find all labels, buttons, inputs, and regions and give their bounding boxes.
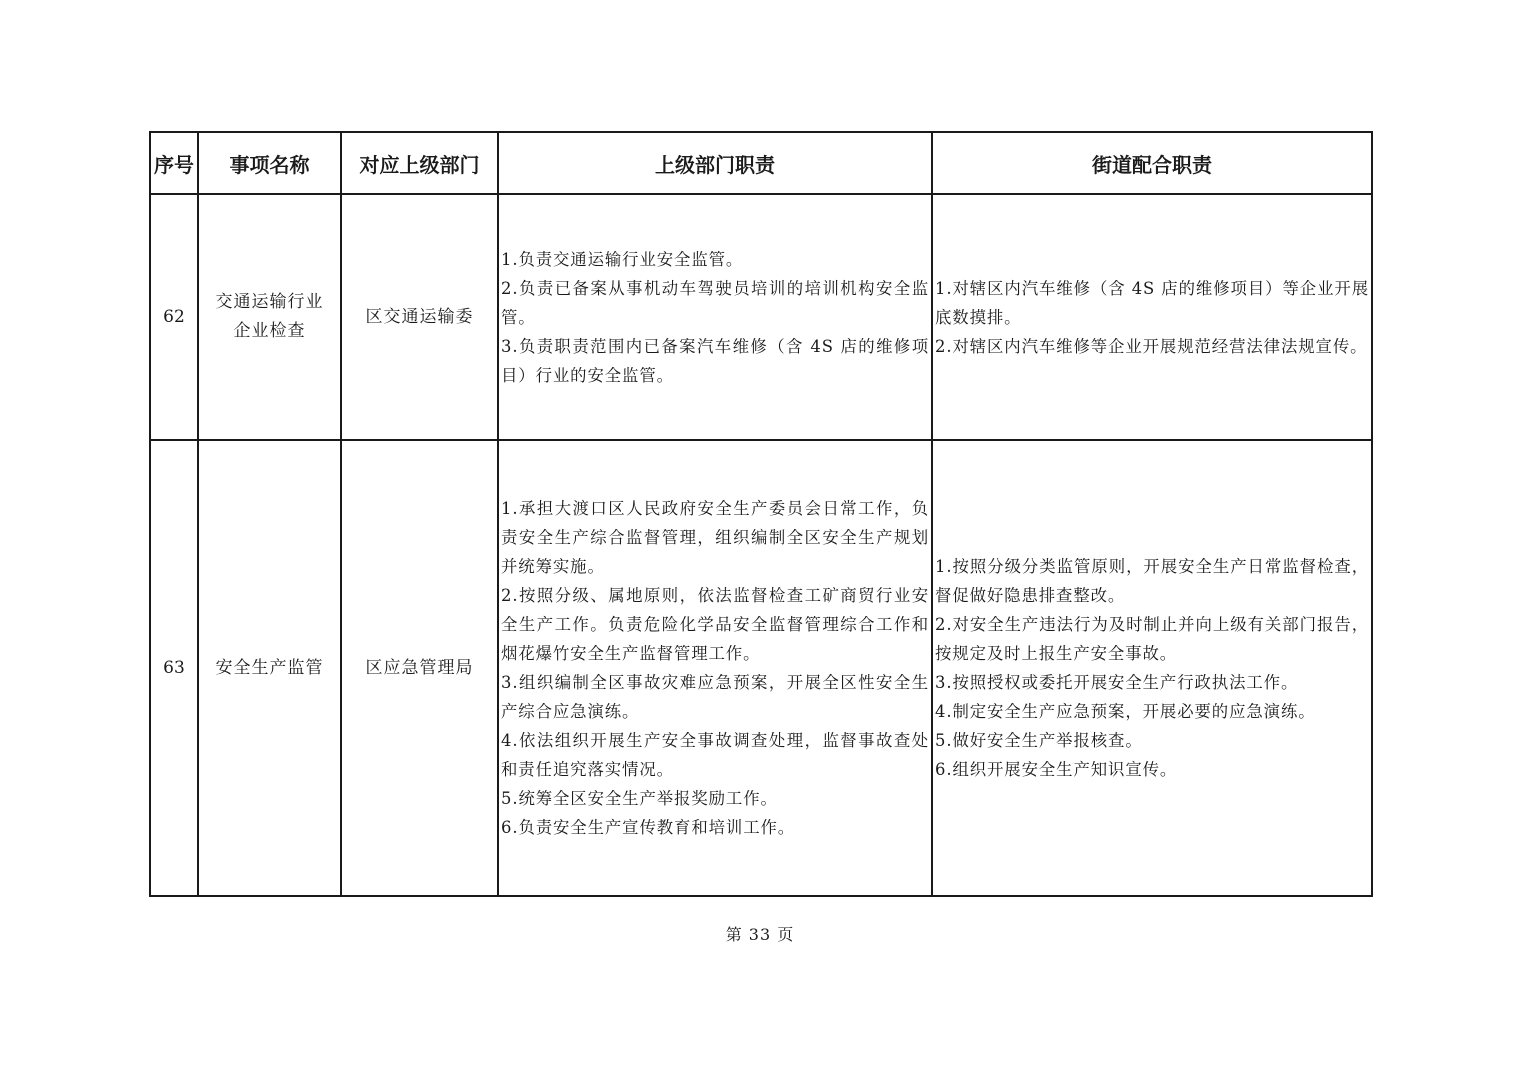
page-number: 第 33 页 [725, 925, 795, 944]
list-item: 3.组织编制全区事故灾难应急预案，开展全区性安全生产综合应急演练。 [501, 673, 929, 721]
list-item: 5.做好安全生产举报核查。 [935, 731, 1143, 750]
list-item: 1.按照分级分类监管原则，开展安全生产日常监督检查，督促做好隐患排查整改。 [935, 557, 1369, 605]
row-street-duties [932, 440, 1372, 896]
list-item: 2.对辖区内汽车维修等企业开展规范经营法律法规宣传。 [935, 336, 1368, 356]
list-item: 6.负责安全生产宣传教育和培训工作。 [501, 818, 796, 837]
list-item: 1.对辖区内汽车维修（含 4S 店的维修项目）等企业开展底数摸排。 [935, 278, 1369, 327]
list-item: 4.依法组织开展生产安全事故调查处理，监督事故查处和责任追究落实情况。 [501, 731, 929, 779]
row-item-name [198, 194, 341, 440]
row-item-name-text: 交通运输行业企业检查 [215, 292, 324, 341]
row-street-duties [932, 194, 1372, 440]
list-item: 1.负责交通运输行业安全监管。 [501, 249, 744, 269]
table-row [150, 440, 1372, 896]
list-item: 2.负责已备案从事机动车驾驶员培训的培训机构安全监管。 [501, 278, 929, 327]
row-seq: 62 [150, 194, 198, 440]
row-item-name [198, 440, 341, 896]
row-item-name-text: 安全生产监管 [215, 657, 324, 678]
table-header-row [150, 132, 1372, 194]
row-upper-dept: 区交通运输委 [341, 194, 498, 440]
header-seq: 序号 [150, 132, 198, 194]
header-upper-duties: 上级部门职责 [498, 132, 932, 194]
row-seq: 63 [150, 440, 198, 896]
list-item: 2.对安全生产违法行为及时制止并向上级有关部门报告，按规定及时上报生产安全事故。 [935, 615, 1369, 663]
header-street-duties: 街道配合职责 [932, 132, 1372, 194]
list-item: 2.按照分级、属地原则，依法监督检查工矿商贸行业安全生产工作。负责危险化学品安全监督管理综合工作和烟花爆竹安全生产监督管理工作。 [501, 586, 929, 663]
header-upper-dept: 对应上级部门 [341, 132, 498, 194]
header-item-name: 事项名称 [198, 132, 341, 194]
duty-table [149, 131, 1373, 897]
row-upper-duties [498, 194, 932, 440]
list-item: 3.负责职责范围内已备案汽车维修（含 4S 店的维修项目）行业的安全监管。 [501, 336, 929, 385]
table-row [150, 194, 1372, 440]
list-item: 6.组织开展安全生产知识宣传。 [935, 760, 1178, 779]
row-upper-duties [498, 440, 932, 896]
list-item: 1.承担大渡口区人民政府安全生产委员会日常工作，负责安全生产综合监督管理，组织编制全区安全生产规划并统筹实施。 [501, 499, 929, 576]
list-item: 4.制定安全生产应急预案，开展必要的应急演练。 [935, 702, 1316, 721]
list-item: 5.统筹全区安全生产举报奖励工作。 [501, 789, 778, 808]
list-item: 3.按照授权或委托开展安全生产行政执法工作。 [935, 673, 1299, 692]
row-upper-dept: 区应急管理局 [341, 440, 498, 896]
